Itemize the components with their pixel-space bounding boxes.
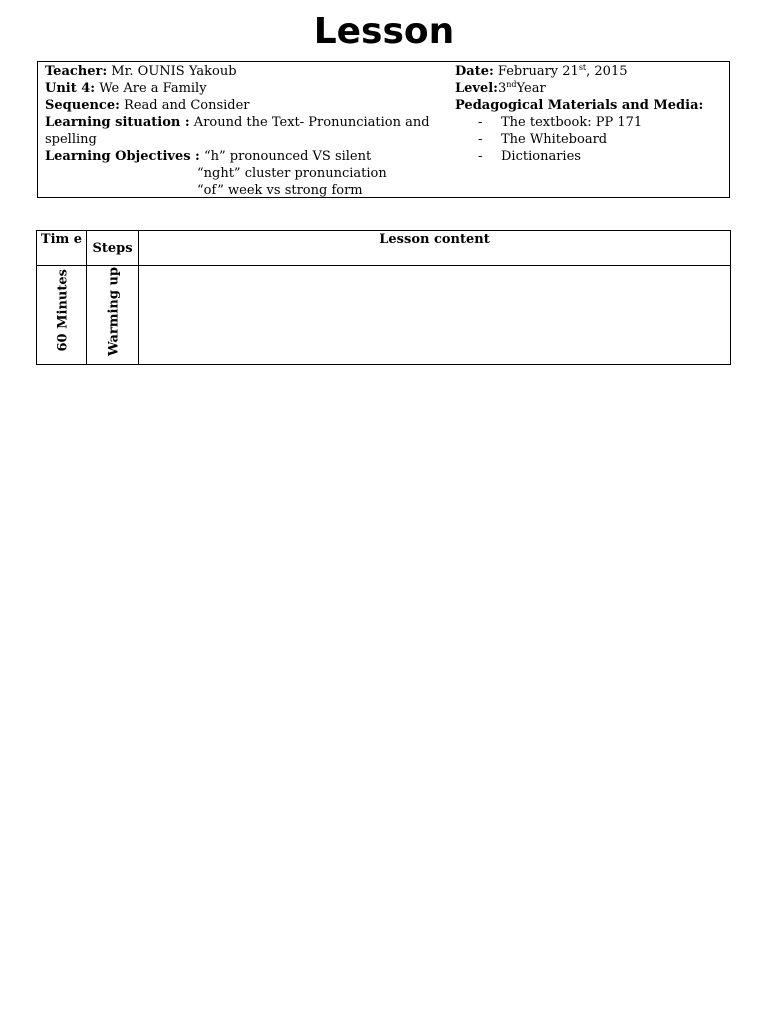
dash-bullet: - — [478, 149, 483, 164]
level-line — [455, 80, 725, 97]
level-label: Level: — [455, 81, 498, 96]
material-text: The textbook: PP 171 — [501, 115, 643, 130]
teacher-label: Teacher: — [45, 64, 108, 79]
info-right-column — [455, 63, 725, 165]
unit-label: Unit 4: — [45, 81, 96, 96]
learning-situation-line — [45, 114, 445, 148]
page-title: Lesson — [313, 11, 455, 52]
objectives-line — [45, 148, 445, 165]
objective-item: “nght” cluster pronunciation — [197, 166, 387, 181]
list-item — [455, 148, 725, 165]
date-line — [455, 63, 725, 80]
steps-header: Steps — [87, 231, 139, 266]
list-item — [455, 114, 725, 131]
lesson-info-box — [37, 61, 730, 198]
list-item — [455, 131, 725, 148]
materials-label: Pedagogical Materials and Media: — [455, 98, 704, 113]
table-header-row — [37, 231, 731, 266]
dash-bullet: - — [478, 132, 483, 147]
step-value: Warming up — [106, 266, 122, 357]
time-header: Tim e — [37, 231, 87, 266]
lesson-table — [36, 230, 731, 365]
date-value: February 21 — [493, 64, 579, 79]
unit-line — [45, 80, 445, 97]
sequence-value: Read and Consider — [119, 98, 250, 113]
dash-bullet: - — [478, 115, 483, 130]
sequence-line — [45, 97, 445, 114]
unit-value: We Are a Family — [95, 81, 207, 96]
date-year: , 2015 — [586, 64, 628, 79]
objectives-label: Learning Objectives : — [45, 149, 200, 164]
material-text: The Whiteboard — [501, 132, 608, 147]
objective-item: “of” week vs strong form — [197, 183, 363, 198]
level-number: 3 — [497, 81, 507, 96]
lesson-content-cell — [139, 266, 731, 365]
material-text: Dictionaries — [501, 149, 581, 164]
sequence-label: Sequence: — [45, 98, 120, 113]
teacher-value: Mr. OUNIS Yakoub — [107, 64, 237, 79]
situation-value: Around the Text- Pronunciation and spelling — [45, 115, 430, 147]
objective-item: “h” pronounced VS silent — [199, 149, 372, 164]
lesson-content-header: Lesson content — [139, 231, 731, 266]
steps-cell — [87, 266, 139, 365]
info-left-column — [45, 63, 445, 199]
table-row — [37, 266, 731, 365]
date-label: Date: — [455, 64, 494, 79]
materials-list — [455, 114, 725, 165]
date-ordinal: st — [578, 63, 587, 72]
situation-label: Learning situation : — [45, 115, 190, 130]
teacher-line — [45, 63, 445, 80]
level-ordinal: nd — [506, 80, 517, 89]
level-rest: Year — [516, 81, 546, 96]
time-cell — [37, 266, 87, 365]
time-value: 60 Minutes — [55, 269, 71, 352]
